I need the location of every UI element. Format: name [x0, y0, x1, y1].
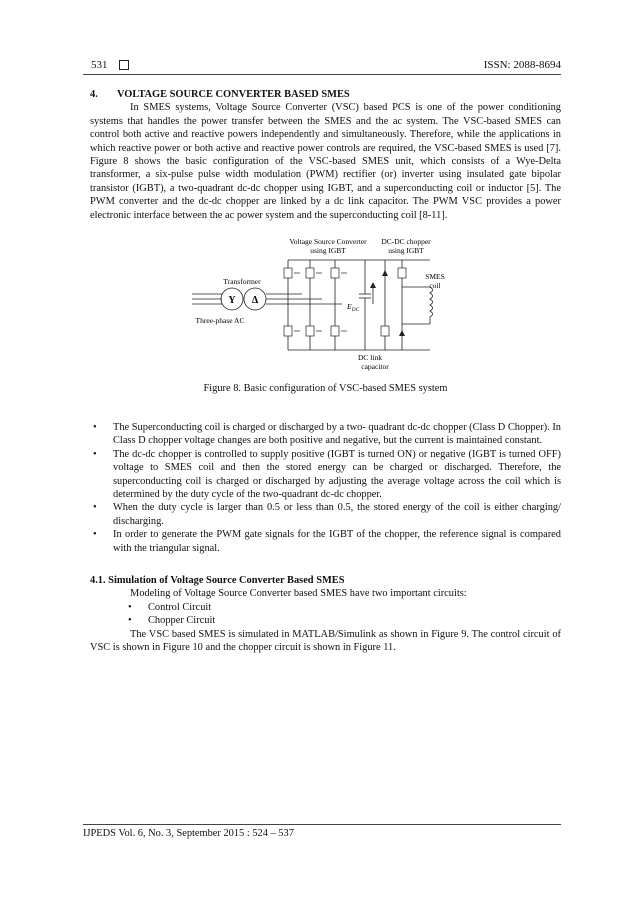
subsection-intro: Modeling of Voltage Source Converter based SMES have two important circuits: [130, 588, 467, 600]
header-rule [83, 74, 561, 75]
label-dclink-1: DC link [358, 353, 382, 362]
list-item: • In order to generate the PWM gate signals for the IGBT of the chopper, the reference signal is compared with the triangular signal. [90, 528, 561, 555]
label-smes-1: SMES [425, 272, 445, 281]
label-vsc-1: Voltage Source Converter [289, 237, 367, 246]
figure-8-diagram [180, 232, 470, 372]
label-delta: Δ [251, 295, 259, 306]
section-number: 4. [90, 89, 98, 100]
bullet-list [90, 421, 561, 555]
checkbox-glyph-icon [119, 60, 129, 70]
list-item: • Control Circuit [90, 601, 561, 614]
section-4 [90, 88, 561, 222]
label-vsc-2: using IGBT [310, 246, 346, 255]
label-dcdc-1: DC-DC chopper [381, 237, 431, 246]
label-transformer: Transformer [223, 277, 261, 286]
list-item: • When the duty cycle is larger than 0.5 or less than 0.5, the stored energy of the coil is either charging/ discharging. [90, 501, 561, 528]
label-dcdc-2: using IGBT [388, 246, 424, 255]
label-wye: Y [228, 295, 236, 306]
label-edc: $E_{DC}$ [347, 302, 360, 313]
subsection-heading: 4.1. Simulation of Voltage Source Converter Based SMES [90, 575, 345, 586]
subsection-list [90, 601, 561, 628]
section-heading [90, 88, 561, 101]
list-item: • The Superconducting coil is charged or discharged by a two- quadrant dc-dc chopper (Class D Chopper). In Class D chopper voltage changes are both positive and negative, but the current is maintained constant. [90, 421, 561, 448]
label-three-phase: Three-phase AC [195, 316, 245, 325]
section-title: VOLTAGE SOURCE CONVERTER BASED SMES [117, 89, 350, 100]
page-header [83, 57, 561, 73]
label-dclink-2: capacitor [361, 362, 389, 371]
page-number: 531 [91, 59, 108, 71]
page-footer: IJPEDS Vol. 6, No. 3, September 2015 : 524 – 537 [83, 828, 294, 839]
footer-rule [83, 824, 561, 825]
label-smes-2: coil [429, 281, 441, 290]
issn-label: ISSN: 2088-8694 [483, 59, 561, 71]
list-item: • Chopper Circuit [90, 614, 561, 627]
figure-caption: Figure 8. Basic configuration of VSC-based SMES system [203, 383, 448, 394]
bullet-section [90, 421, 561, 555]
subsection-4-1 [90, 574, 561, 654]
list-item: • The dc-dc chopper is controlled to supply positive (IGBT is turned ON) or negative (IGBT is turned OFF) voltage to SMES coil and then the stored energy can be charged or discharged. Therefore, the superconducting coil is charged or discharged by adjusting the average voltage across the coil which is determined by the duty cycle of the two-quadrant dc-dc chopper. [90, 448, 561, 502]
section-paragraph: In SMES systems, Voltage Source Converter (VSC) based PCS is one of the power conditioning systems that handles the power transfer between the SMES and the ac system. The VSC-based SMES can control both active and reactive powers independently and simultaneously. Therefore, while the applications in which reactive power or both active and reactive power controls are required, the VSC-based SMES is used [7]. Figure 8 shows the basic configuration of the VSC-based SMES unit, which consists of a Wye-Delta transformer, a six-pulse pulse width modulation (PWM) rectifier (or) inverter using insulated gate bipolar transistor (IGBT), a two-quadrant dc-dc chopper using IGBT, and a superconducting coil or inductor [5]. The PWM converter and the dc-dc chopper are linked by a dc link capacitor. The PWM VSC provides a power electronic interface between the ac power system and the superconducting coil [8-11]. [90, 102, 561, 221]
subsection-closing: The VSC based SMES is simulated in MATLAB/Simulink as shown in Figure 9. The control circuit of VSC is shown in Figure 10 and the chopper circuit is shown in Figure 11. [90, 628, 561, 654]
